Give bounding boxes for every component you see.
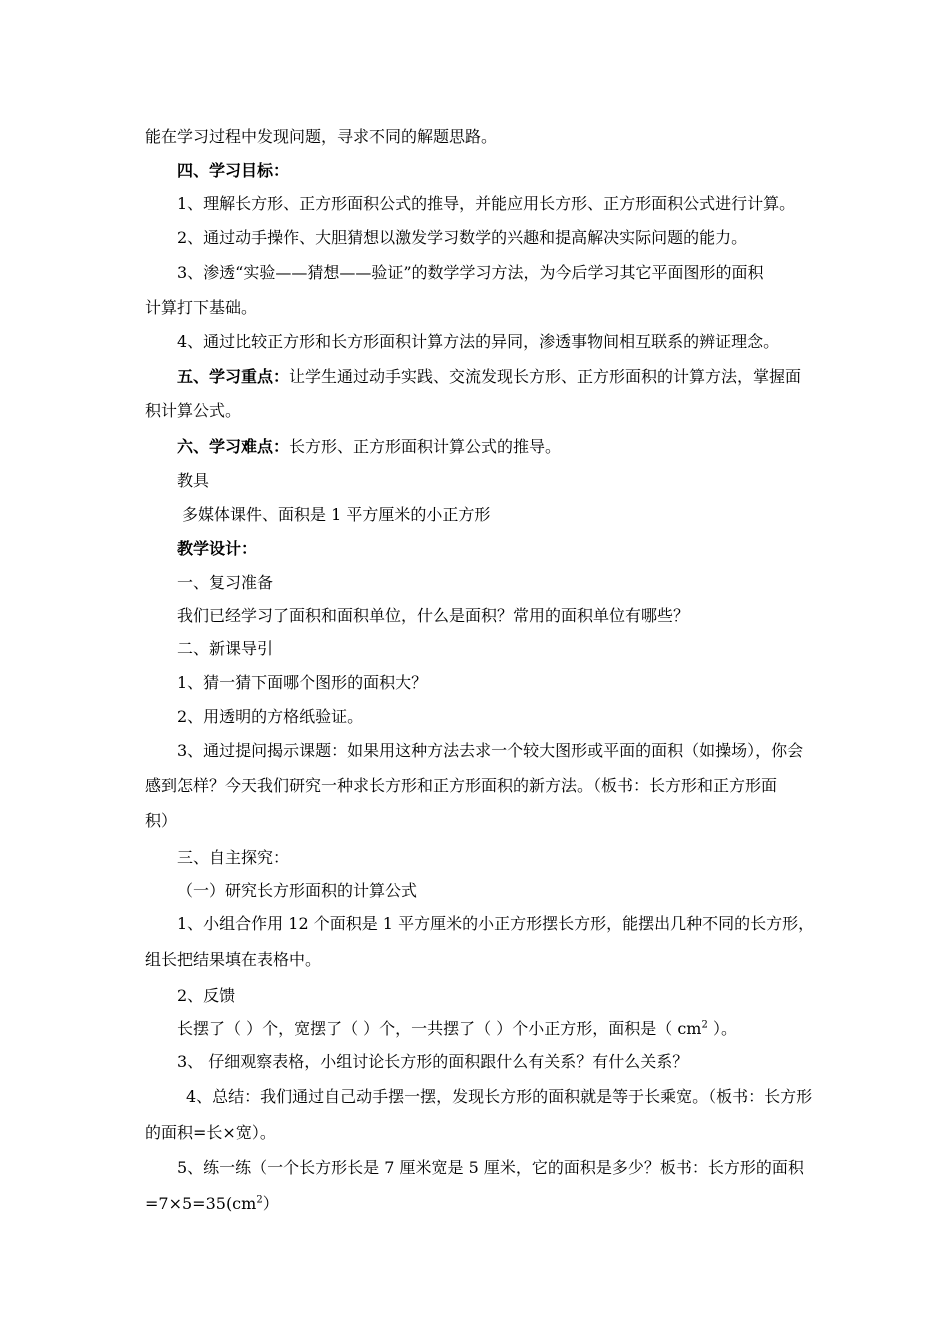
new-lesson-item-3: 3、通过提问揭示课题：如果用这种方法去求一个较大图形或平面的面积（如操场），你会: [177, 741, 804, 760]
exploration-item-1: 1、小组合作用 12 个面积是 1 平方厘米的小正方形摆长方形，能摆出几种不同的长方形，: [177, 914, 815, 933]
new-lesson-item-3-continued: 感到怎样？今天我们研究一种求长方形和正方形面积的新方法。（板书：长方形和正方形面: [145, 776, 778, 795]
goal-item-1: 1、理解长方形、正方形面积公式的推导，并能应用长方形、正方形面积公式进行计算。: [177, 194, 796, 213]
superscript: 2: [256, 1194, 263, 1206]
subheading-exploration: 三、自主探究：: [177, 848, 290, 867]
superscript: 2: [701, 1019, 708, 1031]
exploration-item-4: 4、总结：我们通过自己动手摆一摆，发现长方形的面积就是等于长乘宽。（板书：长方形: [186, 1087, 813, 1106]
formula-text: =7×5=35(cm: [145, 1194, 257, 1213]
feedback-text: 长摆了（ ）个，宽摆了（ ）个，一共摆了（ ）个小正方形，面积是（ cm: [177, 1019, 702, 1038]
exploration-item-3: 3、 仔细观察表格，小组讨论长方形的面积跟什么有关系？有什么关系？: [177, 1052, 689, 1071]
goal-item-4: 4、通过比较正方形和长方形面积计算方法的异同，渗透事物间相互联系的辨证理念。: [177, 332, 780, 351]
exploration-item-2: 2、反馈: [177, 986, 236, 1005]
subheading-new-lesson: 二、新课导引: [177, 639, 274, 658]
key-points-text: 让学生通过动手实践、交流发现长方形、正方形面积的计算方法，掌握面: [289, 367, 802, 386]
subheading-rectangle-formula: （一）研究长方形面积的计算公式: [177, 881, 418, 900]
exploration-item-5: 5、练一练（一个长方形长是 7 厘米宽是 5 厘米，它的面积是多少？板书：长方形的面积: [177, 1158, 804, 1177]
subheading-review: 一、复习准备: [177, 573, 274, 592]
section-heading-learning-goals: 四、学习目标：: [177, 161, 290, 180]
section-heading-key-points: 五、学习重点：: [177, 367, 290, 386]
key-points-line: [177, 367, 801, 389]
exploration-item-4-continued: 的面积=长×宽）。: [145, 1123, 276, 1142]
teaching-aids-label: 教具: [177, 471, 210, 490]
review-question: 我们已经学习了面积和面积单位，什么是面积？常用的面积单位有哪些？: [177, 606, 690, 625]
key-points-continued: 积计算公式。: [145, 401, 242, 420]
formula-text-end: ）: [262, 1194, 279, 1213]
new-lesson-item-3-end: 积）: [145, 811, 178, 830]
difficulty-line: [177, 437, 561, 459]
section-heading-teaching-design: 教学设计：: [177, 539, 258, 558]
goal-item-3: 3、渗透“实验——猜想——验证”的数学学习方法，为今后学习其它平面图形的面积: [177, 263, 764, 282]
feedback-fill-in-line: [177, 1019, 737, 1041]
goal-item-3-continued: 计算打下基础。: [145, 298, 258, 317]
section-heading-difficulty: 六、学习难点：: [177, 437, 290, 456]
exploration-item-5-continued: [145, 1194, 279, 1216]
new-lesson-item-1: 1、猜一猜下面哪个图形的面积大？: [177, 673, 428, 692]
paragraph-line: 能在学习过程中发现问题，寻求不同的解题思路。: [145, 127, 498, 146]
exploration-item-1-continued: 组长把结果填在表格中。: [145, 950, 322, 969]
feedback-text-end: ）。: [707, 1019, 737, 1038]
teaching-aids-text: 多媒体课件、面积是 1 平方厘米的小正方形: [182, 505, 491, 524]
new-lesson-item-2: 2、用透明的方格纸验证。: [177, 707, 364, 726]
goal-item-2: 2、通过动手操作、大胆猜想以激发学习数学的兴趣和提高解决实际问题的能力。: [177, 228, 748, 247]
difficulty-text: 长方形、正方形面积计算公式的推导。: [289, 437, 562, 456]
